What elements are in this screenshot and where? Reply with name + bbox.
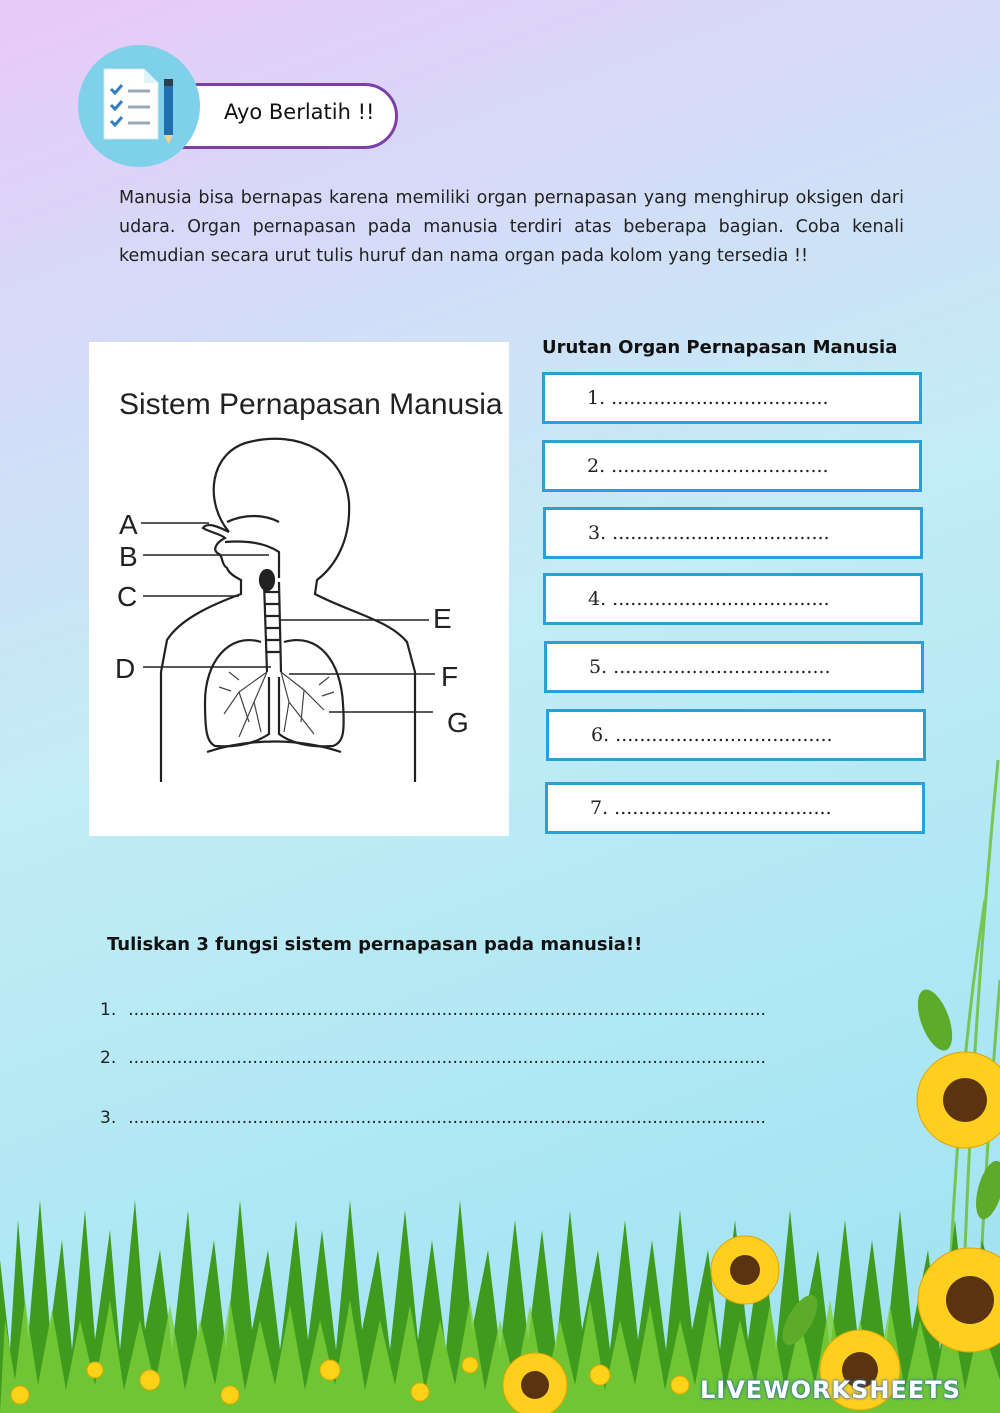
page-title: Ayo Berlatih !!	[224, 100, 375, 124]
answer-box-3[interactable]: 3. ....................................	[543, 507, 923, 559]
answer-box-1[interactable]: 1. ....................................	[542, 372, 922, 424]
label-d: D	[115, 653, 136, 684]
answer-box-6[interactable]: 6. ....................................	[546, 709, 926, 761]
function-line-2[interactable]: 2. ......................................................................................................................	[100, 1048, 766, 1068]
answer-box-4[interactable]: 4. ....................................	[543, 573, 923, 625]
answer-box-5[interactable]: 5. ....................................	[544, 641, 924, 693]
function-line-1[interactable]: 1. ......................................................................................................................	[100, 1000, 766, 1020]
label-b: B	[119, 541, 138, 572]
answer-box-7[interactable]: 7. ....................................	[545, 782, 925, 834]
intro-paragraph: Manusia bisa bernapas karena memiliki organ pernapasan yang menghirup oksigen dari udara. Organ pernapasan pada manusia terdiri atas beberapa bagian. Coba kenali kemudian secara urut tulis huruf dan nama organ pada kolom yang tersedia !!	[119, 188, 904, 266]
label-a: A	[119, 509, 138, 540]
watermark: LIVEWORKSHEETS	[700, 1376, 961, 1404]
label-f: F	[441, 661, 459, 692]
label-e: E	[433, 603, 452, 634]
label-c: C	[117, 581, 138, 612]
label-g: G	[447, 707, 469, 738]
answer-box-2[interactable]: 2. ....................................	[542, 440, 922, 492]
diagram-title: Sistem Pernapasan Manusia	[119, 388, 503, 421]
function-section-title: Tuliskan 3 fungsi sistem pernapasan pada manusia!!	[107, 934, 643, 955]
function-line-3[interactable]: 3. ......................................................................................................................	[100, 1108, 766, 1128]
order-section-title: Urutan Organ Pernapasan Manusia	[542, 337, 898, 358]
